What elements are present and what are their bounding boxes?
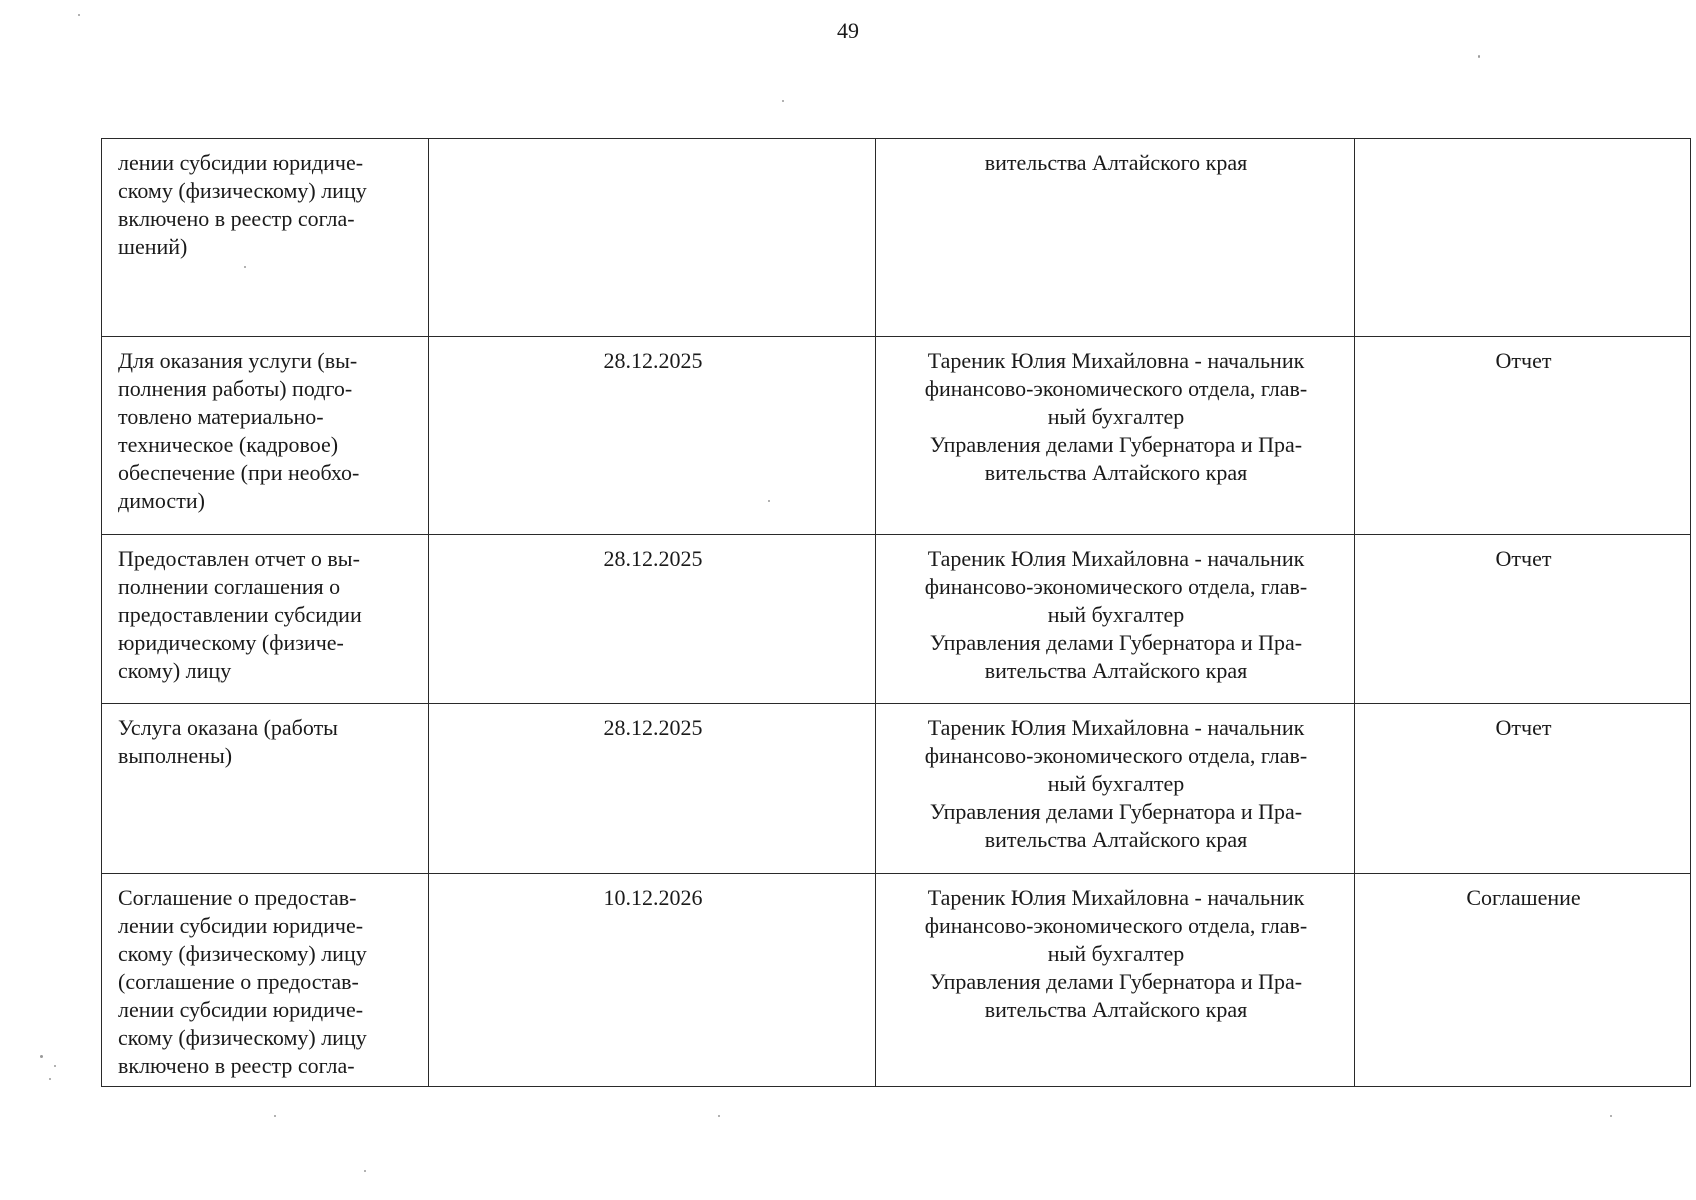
event-text-line: скому (физическому) лицу (118, 941, 367, 966)
document-cell: Отчет (1355, 704, 1691, 874)
table-row (102, 139, 1691, 337)
event-text-line: димости) (118, 488, 205, 513)
date-cell: 28.12.2025 (429, 535, 876, 704)
event-text-line: скому (физическому) лицу (118, 1025, 367, 1050)
responsible-text-line: Управления делами Губернатора и Пра- (929, 799, 1303, 824)
event-text-line: скому) лицу (118, 658, 232, 683)
scan-speck (78, 14, 80, 16)
document-cell: Соглашение (1355, 874, 1691, 1087)
event-text-line: предоставлении субсидии (118, 602, 362, 627)
document-cell (1355, 139, 1691, 337)
responsible-text-line: Тареник Юлия Михайловна - начальник (927, 715, 1305, 740)
scan-speck (718, 1115, 720, 1117)
event-text-line: Соглашение о предостав- (118, 885, 357, 910)
event-text-line: скому (физическому) лицу (118, 178, 367, 203)
date-cell (429, 139, 876, 337)
responsible-text-line: Тареник Юлия Михайловна - начальник (927, 348, 1305, 373)
responsible-text-line: финансово-экономического отдела, глав- (924, 574, 1308, 599)
event-text-line: Для оказания услуги (вы- (118, 348, 358, 373)
responsible-text-line: финансово-экономического отдела, глав- (924, 743, 1308, 768)
event-text-line: полнения работы) подго- (118, 376, 353, 401)
event-text-line: обеспечение (при необхо- (118, 460, 360, 485)
event-text-line: Предоставлен отчет о вы- (118, 546, 360, 571)
document-cell: Отчет (1355, 337, 1691, 535)
responsible-cell (876, 874, 1355, 1087)
event-cell (102, 337, 429, 535)
responsible-text-line: вительства Алтайского края (984, 150, 1248, 175)
table-row (102, 874, 1691, 1087)
responsible-text-line: вительства Алтайского края (984, 827, 1248, 852)
responsible-text-line: ный бухгалтер (1047, 404, 1185, 429)
event-text-line: включено в реестр согла- (118, 1053, 355, 1078)
event-text-line: полнении соглашения о (118, 574, 341, 599)
responsible-text-line: финансово-экономического отдела, глав- (924, 913, 1308, 938)
responsible-text-line: Управления делами Губернатора и Пра- (929, 630, 1303, 655)
responsible-text-line: Управления делами Губернатора и Пра- (929, 969, 1303, 994)
table-row (102, 704, 1691, 874)
date-cell: 28.12.2025 (429, 704, 876, 874)
event-text-line: техническое (кадровое) (118, 432, 339, 457)
responsible-text-line: вительства Алтайского края (984, 460, 1248, 485)
event-text-line: Услуга оказана (работы (118, 715, 338, 740)
responsible-text-line: ный бухгалтер (1047, 602, 1185, 627)
table-row (102, 337, 1691, 535)
scan-speck (40, 1055, 43, 1058)
responsible-text-line: Управления делами Губернатора и Пра- (929, 432, 1303, 457)
responsible-text-line: финансово-экономического отдела, глав- (924, 376, 1308, 401)
event-text-line: юридическому (физиче- (118, 630, 344, 655)
table-row (102, 535, 1691, 704)
responsible-text-line: Тареник Юлия Михайловна - начальник (927, 885, 1305, 910)
scan-speck (274, 1115, 276, 1117)
date-cell: 10.12.2026 (429, 874, 876, 1087)
event-text-line: включено в реестр согла- (118, 206, 355, 231)
scan-speck (244, 266, 246, 268)
responsible-cell (876, 535, 1355, 704)
responsible-text-line: вительства Алтайского края (984, 997, 1248, 1022)
responsible-cell (876, 139, 1355, 337)
scan-speck (1478, 55, 1480, 58)
responsible-text-line: ный бухгалтер (1047, 771, 1185, 796)
event-text-line: выполнены) (118, 743, 233, 768)
event-cell (102, 535, 429, 704)
event-text-line: товлено материально- (118, 404, 324, 429)
event-text-line: лении субсидии юридиче- (118, 913, 364, 938)
date-cell: 28.12.2025 (429, 337, 876, 535)
event-text-line: (соглашение о предостав- (118, 969, 359, 994)
responsible-cell (876, 337, 1355, 535)
event-cell (102, 874, 429, 1087)
scan-speck (49, 1078, 51, 1080)
document-cell: Отчет (1355, 535, 1691, 704)
event-text-line: шений) (118, 234, 188, 259)
responsible-text-line: вительства Алтайского края (984, 658, 1248, 683)
responsible-text-line: Тареник Юлия Михайловна - начальник (927, 546, 1305, 571)
responsible-cell (876, 704, 1355, 874)
event-text-line: лении субсидии юридиче- (118, 997, 364, 1022)
control-points-table (101, 138, 1691, 1087)
event-cell (102, 139, 429, 337)
event-cell (102, 704, 429, 874)
responsible-text-line: ный бухгалтер (1047, 941, 1185, 966)
scan-speck (782, 100, 784, 102)
scan-speck (1610, 1115, 1612, 1117)
scan-speck (54, 1065, 56, 1067)
scan-speck (768, 500, 770, 502)
page-number: 49 (837, 18, 859, 43)
event-text-line: лении субсидии юридиче- (118, 150, 364, 175)
scan-speck (364, 1170, 366, 1172)
